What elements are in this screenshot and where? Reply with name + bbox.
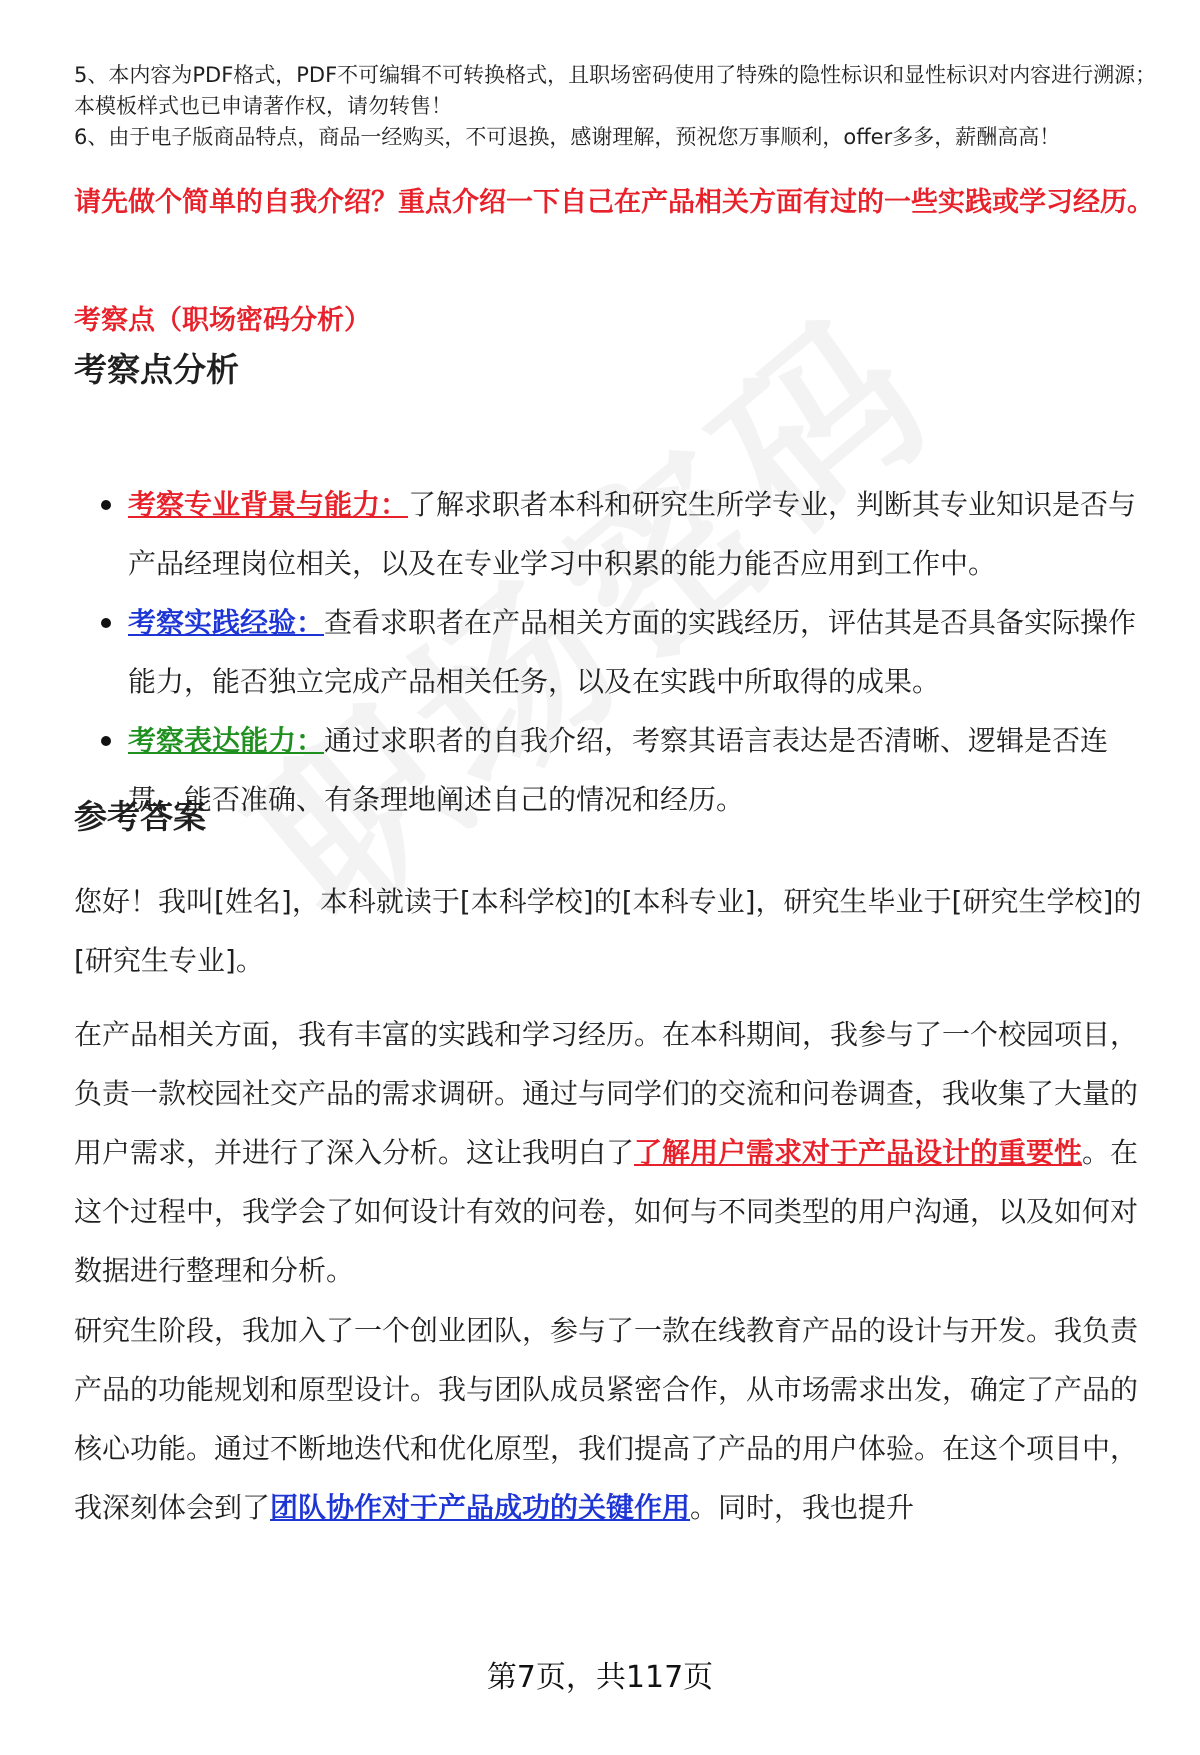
interview-question: 请先做个简单的自我介绍？重点介绍一下自己在产品相关方面有过的一些实践或学习经历。 — [74, 187, 1154, 218]
answer-highlight: 团队协作对于产品成功的关键作用 — [270, 1491, 691, 1524]
analysis-list — [74, 475, 1154, 829]
answer-text: 研究生阶段，我加入了一个创业团队，参与了一款在线教育产品的设计与开发。我负责产品的功能规划和原型设计。我与团队成员紧密合作，从市场需求出发，确定了产品的核心功能。通过不断地迭代和优化原型，我们提高了产品的用户体验。在这个项目中，我深刻体会到了 — [74, 1314, 1139, 1524]
analysis-item — [74, 593, 1154, 711]
note-item: 6、由于电子版商品特点，商品一经购买，不可退换，感谢理解，预祝您万事顺利，offer多多，薪酬高高！ — [74, 125, 1061, 149]
answer-text: 。同时，我也提升 — [690, 1491, 915, 1524]
answer-paragraph-2 — [74, 1005, 1164, 1300]
page-number: 第7页，共117页 — [486, 1660, 714, 1695]
answer-title: 参考答案 — [74, 797, 206, 836]
exam-point-label: 考察点（职场密码分析） — [74, 305, 371, 336]
analysis-item — [74, 475, 1154, 593]
answer-paragraph-3 — [74, 1301, 1164, 1537]
analysis-item-text: 了解求职者本科和研究生所学专业，判断其专业知识是否与产品经理岗位相关，以及在专业学习中积累的能力能否应用到工作中。 — [128, 488, 1137, 580]
analysis-title: 考察点分析 — [74, 350, 239, 389]
answer-highlight: 了解用户需求对于产品设计的重要性 — [634, 1136, 1083, 1169]
answer-paragraph-1: 您好！我叫[姓名]，本科就读于[本科学校]的[本科专业]，研究生毕业于[研究生学校]的[研究生专业]。 — [74, 885, 1142, 977]
answer-text: 。在这个过程中，我学会了如何设计有效的问卷，如何与不同类型的用户沟通，以及如何对数据进行整理和分析。 — [74, 1136, 1139, 1287]
analysis-item-text: 查看求职者在产品相关方面的实践经历，评估其是否具备实际操作能力，能否独立完成产品相关任务，以及在实践中所取得的成果。 — [128, 606, 1137, 698]
note-item: 5、本内容为PDF格式，PDF不可编辑不可转换格式，且职场密码使用了特殊的隐性标识和显性标识对内容进行溯源；本模板样式也已申请著作权，请勿转售！ — [74, 63, 1157, 118]
answer-text: 在产品相关方面，我有丰富的实践和学习经历。在本科期间，我参与了一个校园项目，负责一款校园社交产品的需求调研。通过与同学们的交流和问卷调查，我收集了大量的用户需求，并进行了深入分析。这让我明白了 — [74, 1018, 1139, 1169]
analysis-item-label: 考察表达能力： — [128, 724, 325, 757]
analysis-item-label: 考察实践经验： — [128, 606, 325, 639]
analysis-item-label: 考察专业背景与能力： — [128, 488, 409, 521]
analysis-item — [74, 711, 1154, 829]
notes-block — [74, 60, 1164, 153]
analysis-item-text: 通过求职者的自我介绍，考察其语言表达是否清晰、逻辑是否连贯，能否准确、有条理地阐述自己的情况和经历。 — [128, 724, 1109, 816]
